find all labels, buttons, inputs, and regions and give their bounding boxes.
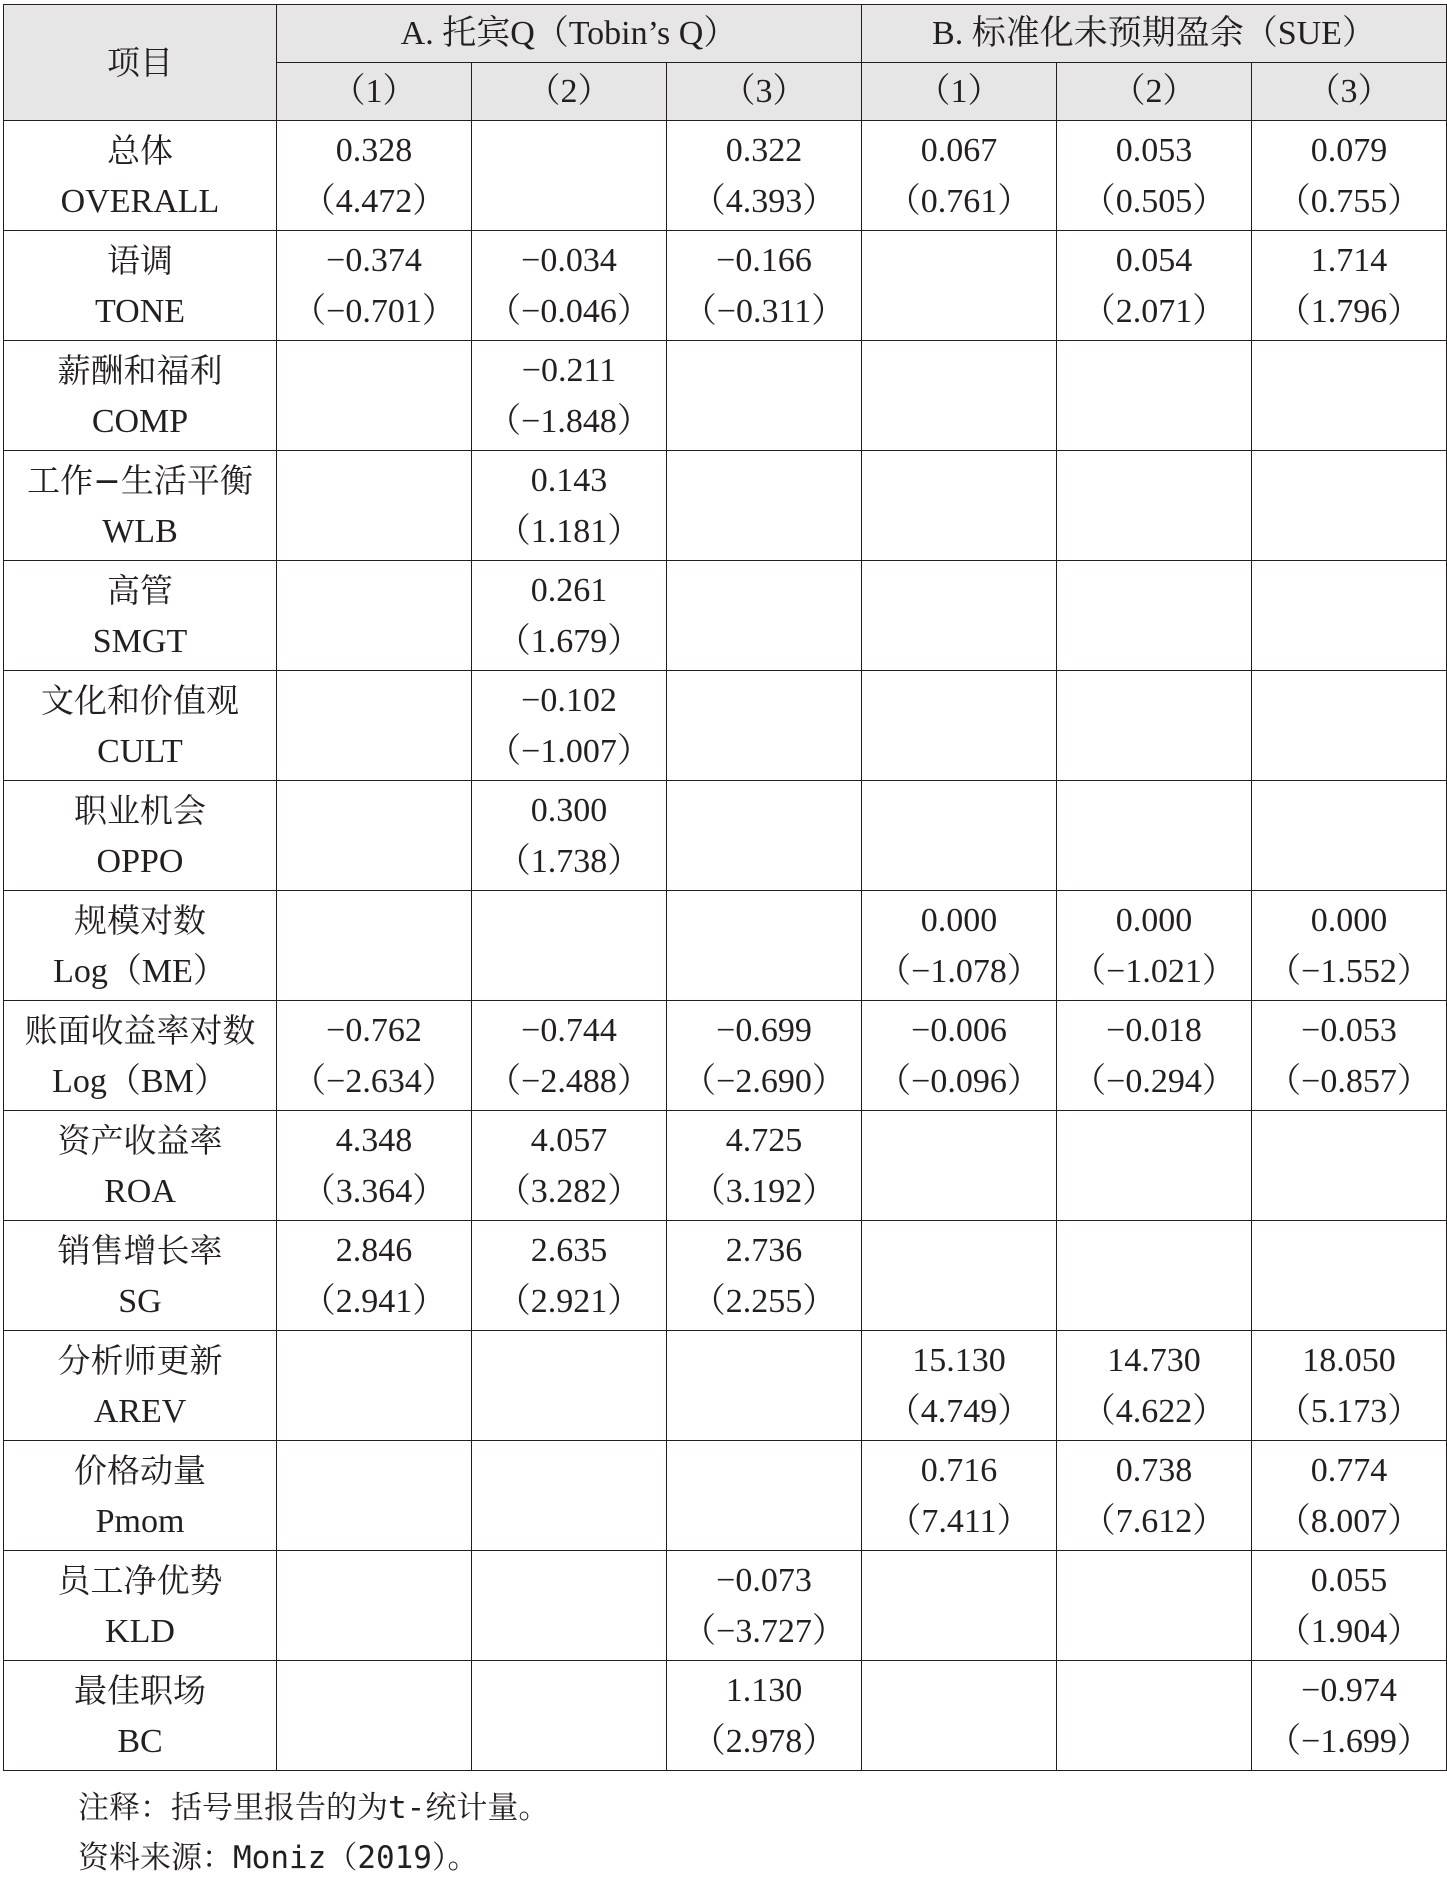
t-statistic: （0.755） xyxy=(1276,182,1422,220)
t-statistic: （4.472） xyxy=(301,182,447,220)
t-statistic: （5.173） xyxy=(1276,1392,1422,1430)
table-cell xyxy=(667,1221,862,1331)
coefficient: −0.053 xyxy=(1301,1011,1397,1049)
table-cell xyxy=(667,891,862,1001)
row-label-en: OVERALL xyxy=(60,182,220,220)
t-statistic: （8.007） xyxy=(1276,1502,1422,1540)
coefficient: −0.102 xyxy=(521,681,617,719)
table-cell xyxy=(862,231,1057,341)
coefficient: −0.762 xyxy=(326,1011,422,1049)
table-cell xyxy=(472,671,667,781)
table-cell xyxy=(1252,781,1447,891)
row-label xyxy=(4,1001,277,1111)
table-cell xyxy=(862,1001,1057,1111)
table-cell xyxy=(667,451,862,561)
table-row xyxy=(4,891,1447,1001)
t-statistic: （−1.021） xyxy=(1072,952,1236,990)
t-statistic: （2.071） xyxy=(1081,292,1227,330)
row-label-cn: 账面收益率对数 xyxy=(24,1010,256,1050)
table-cell xyxy=(1057,1551,1252,1661)
table-cell xyxy=(1057,1331,1252,1441)
t-statistic: （1.181） xyxy=(496,512,642,550)
table-cell xyxy=(862,1111,1057,1221)
row-label-cn: 规模对数 xyxy=(74,900,206,940)
table-cell xyxy=(1252,671,1447,781)
coefficient: 0.053 xyxy=(1115,131,1193,169)
coefficient: −0.166 xyxy=(716,241,812,279)
coefficient: 0.000 xyxy=(1115,901,1193,939)
regression-table xyxy=(3,4,1447,1771)
table-cell xyxy=(862,1441,1057,1551)
row-label-cn: 文化和价值观 xyxy=(41,680,239,720)
coefficient: 4.348 xyxy=(335,1121,413,1159)
source-text: 资料来源：Moniz（2019）。 xyxy=(78,1840,479,1876)
coefficient: 2.736 xyxy=(725,1231,803,1269)
t-statistic: （0.505） xyxy=(1081,182,1227,220)
row-label-cn: 工作−生活平衡 xyxy=(27,460,253,500)
table-cell xyxy=(667,1111,862,1221)
coefficient: 14.730 xyxy=(1107,1341,1201,1379)
coefficient: 0.774 xyxy=(1310,1451,1388,1489)
t-statistic: （2.978） xyxy=(691,1722,837,1760)
t-statistic: （3.192） xyxy=(691,1172,837,1210)
t-statistic: （7.411） xyxy=(887,1502,1031,1540)
t-statistic: （−1.552） xyxy=(1267,952,1431,990)
table-cell xyxy=(1057,1441,1252,1551)
table-cell xyxy=(472,121,667,231)
table-cell xyxy=(472,1441,667,1551)
row-label xyxy=(4,671,277,781)
row-label-cn: 薪酬和福利 xyxy=(57,350,223,390)
table-body xyxy=(4,121,1447,1771)
coefficient: 2.846 xyxy=(335,1231,413,1269)
row-label-cn: 价格动量 xyxy=(74,1450,206,1490)
t-statistic: （2.921） xyxy=(496,1282,642,1320)
table-cell xyxy=(1057,1661,1252,1771)
table-cell xyxy=(472,1111,667,1221)
coefficient: 0.000 xyxy=(920,901,998,939)
table-header xyxy=(4,5,1447,121)
table-row xyxy=(4,561,1447,671)
table-cell xyxy=(472,1551,667,1661)
table-cell xyxy=(277,561,472,671)
table-cell xyxy=(472,891,667,1001)
row-label xyxy=(4,121,277,231)
table-cell xyxy=(277,451,472,561)
row-label-en: COMP xyxy=(91,402,189,440)
table-cell xyxy=(862,781,1057,891)
table-cell xyxy=(667,561,862,671)
table-cell xyxy=(1252,451,1447,561)
row-label-cn: 最佳职场 xyxy=(74,1670,206,1710)
column-header: （2） xyxy=(472,63,667,121)
coefficient: 4.725 xyxy=(725,1121,803,1159)
table-cell xyxy=(277,341,472,451)
table-row xyxy=(4,341,1447,451)
t-statistic: （3.282） xyxy=(496,1172,642,1210)
row-label xyxy=(4,561,277,671)
table-cell xyxy=(667,1441,862,1551)
table-row xyxy=(4,671,1447,781)
t-statistic: （4.393） xyxy=(691,182,837,220)
row-label xyxy=(4,341,277,451)
table-cell xyxy=(472,1221,667,1331)
coefficient: 0.300 xyxy=(530,791,608,829)
t-statistic: （−0.311） xyxy=(682,292,846,330)
table-cell xyxy=(472,231,667,341)
t-statistic: （2.255） xyxy=(691,1282,837,1320)
table-cell xyxy=(862,561,1057,671)
coefficient: 4.057 xyxy=(530,1121,608,1159)
t-statistic: （−2.488） xyxy=(487,1062,651,1100)
table-cell xyxy=(862,1551,1057,1661)
table-cell xyxy=(277,1331,472,1441)
table-cell xyxy=(1252,1001,1447,1111)
coefficient: −0.974 xyxy=(1301,1671,1397,1709)
column-header: （3） xyxy=(667,63,862,121)
column-header: （1） xyxy=(862,63,1057,121)
t-statistic: （−3.727） xyxy=(682,1612,846,1650)
table-cell xyxy=(1057,891,1252,1001)
t-statistic: （1.904） xyxy=(1276,1612,1422,1650)
table-row xyxy=(4,1001,1447,1111)
regression-table-container xyxy=(3,4,1431,1771)
table-cell xyxy=(277,1111,472,1221)
table-cell xyxy=(1057,671,1252,781)
table-cell xyxy=(472,1331,667,1441)
table-cell xyxy=(1057,231,1252,341)
table-cell xyxy=(1057,341,1252,451)
t-statistic: （2.941） xyxy=(301,1282,447,1320)
table-cell xyxy=(862,341,1057,451)
table-cell xyxy=(667,121,862,231)
row-label-en: SG xyxy=(118,1282,162,1320)
t-statistic: （−2.690） xyxy=(682,1062,846,1100)
t-statistic: （−1.848） xyxy=(487,402,651,440)
table-cell xyxy=(472,1661,667,1771)
table-row xyxy=(4,231,1447,341)
row-label-en: ROA xyxy=(104,1172,176,1210)
t-statistic: （1.679） xyxy=(496,622,642,660)
row-label xyxy=(4,1221,277,1331)
table-cell xyxy=(1057,561,1252,671)
table-row xyxy=(4,1441,1447,1551)
column-header: （2） xyxy=(1057,63,1252,121)
table-cell xyxy=(862,1331,1057,1441)
table-cell xyxy=(1057,121,1252,231)
table-cell xyxy=(1252,231,1447,341)
row-label-en: BC xyxy=(117,1722,163,1760)
t-statistic: （1.738） xyxy=(496,842,642,880)
table-cell xyxy=(472,781,667,891)
coefficient: −0.374 xyxy=(326,241,422,279)
coefficient: −0.744 xyxy=(521,1011,617,1049)
t-statistic: （3.364） xyxy=(301,1172,447,1210)
table-row xyxy=(4,121,1447,231)
table-cell xyxy=(667,781,862,891)
table-cell xyxy=(277,1221,472,1331)
table-notes xyxy=(78,1783,549,1883)
coefficient: 1.130 xyxy=(725,1671,803,1709)
row-label-en: Pmom xyxy=(95,1502,185,1540)
table-cell xyxy=(667,341,862,451)
row-label xyxy=(4,1111,277,1221)
coefficient: −0.073 xyxy=(716,1561,812,1599)
t-statistic: （−2.634） xyxy=(292,1062,456,1100)
row-label-cn: 分析师更新 xyxy=(57,1340,223,1380)
t-statistic: （7.612） xyxy=(1081,1502,1227,1540)
t-statistic: （−0.046） xyxy=(487,292,651,330)
column-header: （1） xyxy=(277,63,472,121)
coefficient: −0.006 xyxy=(911,1011,1007,1049)
t-statistic: （−0.857） xyxy=(1267,1062,1431,1100)
table-cell xyxy=(277,1661,472,1771)
row-label-cn: 销售增长率 xyxy=(57,1230,223,1270)
coefficient: 0.079 xyxy=(1310,131,1388,169)
coefficient: 0.000 xyxy=(1310,901,1388,939)
table-cell xyxy=(1252,1661,1447,1771)
table-cell xyxy=(1057,1111,1252,1221)
table-cell xyxy=(277,1551,472,1661)
table-cell xyxy=(472,1001,667,1111)
table-cell xyxy=(862,1661,1057,1771)
table-row xyxy=(4,1221,1447,1331)
coefficient: 0.328 xyxy=(335,131,413,169)
row-label-en: TONE xyxy=(94,292,186,330)
t-statistic: （−1.078） xyxy=(877,952,1041,990)
table-cell xyxy=(1252,1221,1447,1331)
table-cell xyxy=(862,121,1057,231)
row-label-en: WLB xyxy=(102,512,178,550)
coefficient: −0.699 xyxy=(716,1011,812,1049)
coefficient: 2.635 xyxy=(530,1231,608,1269)
row-label-en: SMGT xyxy=(92,622,188,660)
table-row xyxy=(4,781,1447,891)
row-label-en: Log（ME） xyxy=(53,952,227,990)
table-cell xyxy=(277,1001,472,1111)
coefficient: 0.322 xyxy=(725,131,803,169)
table-cell xyxy=(1057,781,1252,891)
coefficient: 1.714 xyxy=(1310,241,1388,279)
coefficient: −0.034 xyxy=(521,241,617,279)
row-label xyxy=(4,1331,277,1441)
panel-a-header: A. 托宾Q（Tobin’s Q） xyxy=(277,5,862,63)
table-cell xyxy=(1252,891,1447,1001)
row-label-cn: 语调 xyxy=(107,240,173,280)
t-statistic: （−0.096） xyxy=(877,1062,1041,1100)
table-cell xyxy=(667,1551,862,1661)
row-label xyxy=(4,781,277,891)
t-statistic: （−1.699） xyxy=(1267,1722,1431,1760)
row-label xyxy=(4,891,277,1001)
table-cell xyxy=(1057,1221,1252,1331)
coefficient: 0.738 xyxy=(1115,1451,1193,1489)
table-cell xyxy=(667,671,862,781)
coefficient: 0.261 xyxy=(530,571,608,609)
table-cell xyxy=(277,671,472,781)
table-cell xyxy=(1252,341,1447,451)
row-label-en: CULT xyxy=(97,732,183,770)
column-header: （3） xyxy=(1252,63,1447,121)
table-cell xyxy=(667,1661,862,1771)
table-cell xyxy=(277,1441,472,1551)
row-label xyxy=(4,1441,277,1551)
t-statistic: （4.749） xyxy=(886,1392,1032,1430)
t-statistic: （0.761） xyxy=(886,182,1032,220)
coefficient: 0.055 xyxy=(1310,1561,1388,1599)
table-row xyxy=(4,1331,1447,1441)
row-label-en: KLD xyxy=(105,1612,175,1650)
t-statistic: （−0.701） xyxy=(292,292,456,330)
table-cell xyxy=(1252,1441,1447,1551)
row-label xyxy=(4,231,277,341)
table-cell xyxy=(277,231,472,341)
row-label xyxy=(4,1661,277,1771)
row-label-cn: 总体 xyxy=(107,130,173,170)
t-statistic: （−0.294） xyxy=(1072,1062,1236,1100)
row-label-en: Log（BM） xyxy=(52,1062,228,1100)
coefficient: 0.716 xyxy=(920,1451,998,1489)
table-cell xyxy=(472,561,667,671)
row-label xyxy=(4,451,277,561)
coefficient: 18.050 xyxy=(1302,1341,1396,1379)
table-cell xyxy=(1252,1551,1447,1661)
table-row xyxy=(4,1661,1447,1771)
table-cell xyxy=(472,451,667,561)
table-cell xyxy=(277,121,472,231)
row-label-cn: 员工净优势 xyxy=(57,1560,223,1600)
row-label-en: AREV xyxy=(93,1392,187,1430)
panel-b-header: B. 标准化未预期盈余（SUE） xyxy=(862,5,1447,63)
coefficient: 0.054 xyxy=(1115,241,1193,279)
coefficient: 15.130 xyxy=(912,1341,1006,1379)
table-cell xyxy=(862,671,1057,781)
row-label-cn: 高管 xyxy=(107,570,173,610)
table-row xyxy=(4,1551,1447,1661)
coefficient: −0.211 xyxy=(521,351,617,389)
table-cell xyxy=(1057,1001,1252,1111)
table-cell xyxy=(667,1331,862,1441)
table-cell xyxy=(1252,121,1447,231)
table-cell xyxy=(277,781,472,891)
coefficient: −0.018 xyxy=(1106,1011,1202,1049)
table-cell xyxy=(472,341,667,451)
table-cell xyxy=(862,451,1057,561)
row-label-cn: 资产收益率 xyxy=(57,1120,223,1160)
t-statistic: （−1.007） xyxy=(487,732,651,770)
row-label xyxy=(4,1551,277,1661)
table-cell xyxy=(667,1001,862,1111)
table-cell xyxy=(667,231,862,341)
row-label-cn: 职业机会 xyxy=(74,790,206,830)
table-cell xyxy=(277,891,472,1001)
table-cell xyxy=(862,1221,1057,1331)
table-cell xyxy=(1252,1331,1447,1441)
t-statistic: （4.622） xyxy=(1081,1392,1227,1430)
table-cell xyxy=(1057,451,1252,561)
table-cell xyxy=(1252,561,1447,671)
table-row xyxy=(4,1111,1447,1221)
t-statistic: （1.796） xyxy=(1276,292,1422,330)
item-header xyxy=(4,5,277,121)
table-cell xyxy=(1252,1111,1447,1221)
coefficient: 0.143 xyxy=(530,461,608,499)
row-label-en: OPPO xyxy=(96,842,184,880)
table-cell xyxy=(862,891,1057,1001)
table-row xyxy=(4,451,1447,561)
coefficient: 0.067 xyxy=(920,131,998,169)
note-text: 注释：括号里报告的为t-统计量。 xyxy=(78,1790,550,1826)
item-header-label: 项目 xyxy=(107,43,173,82)
